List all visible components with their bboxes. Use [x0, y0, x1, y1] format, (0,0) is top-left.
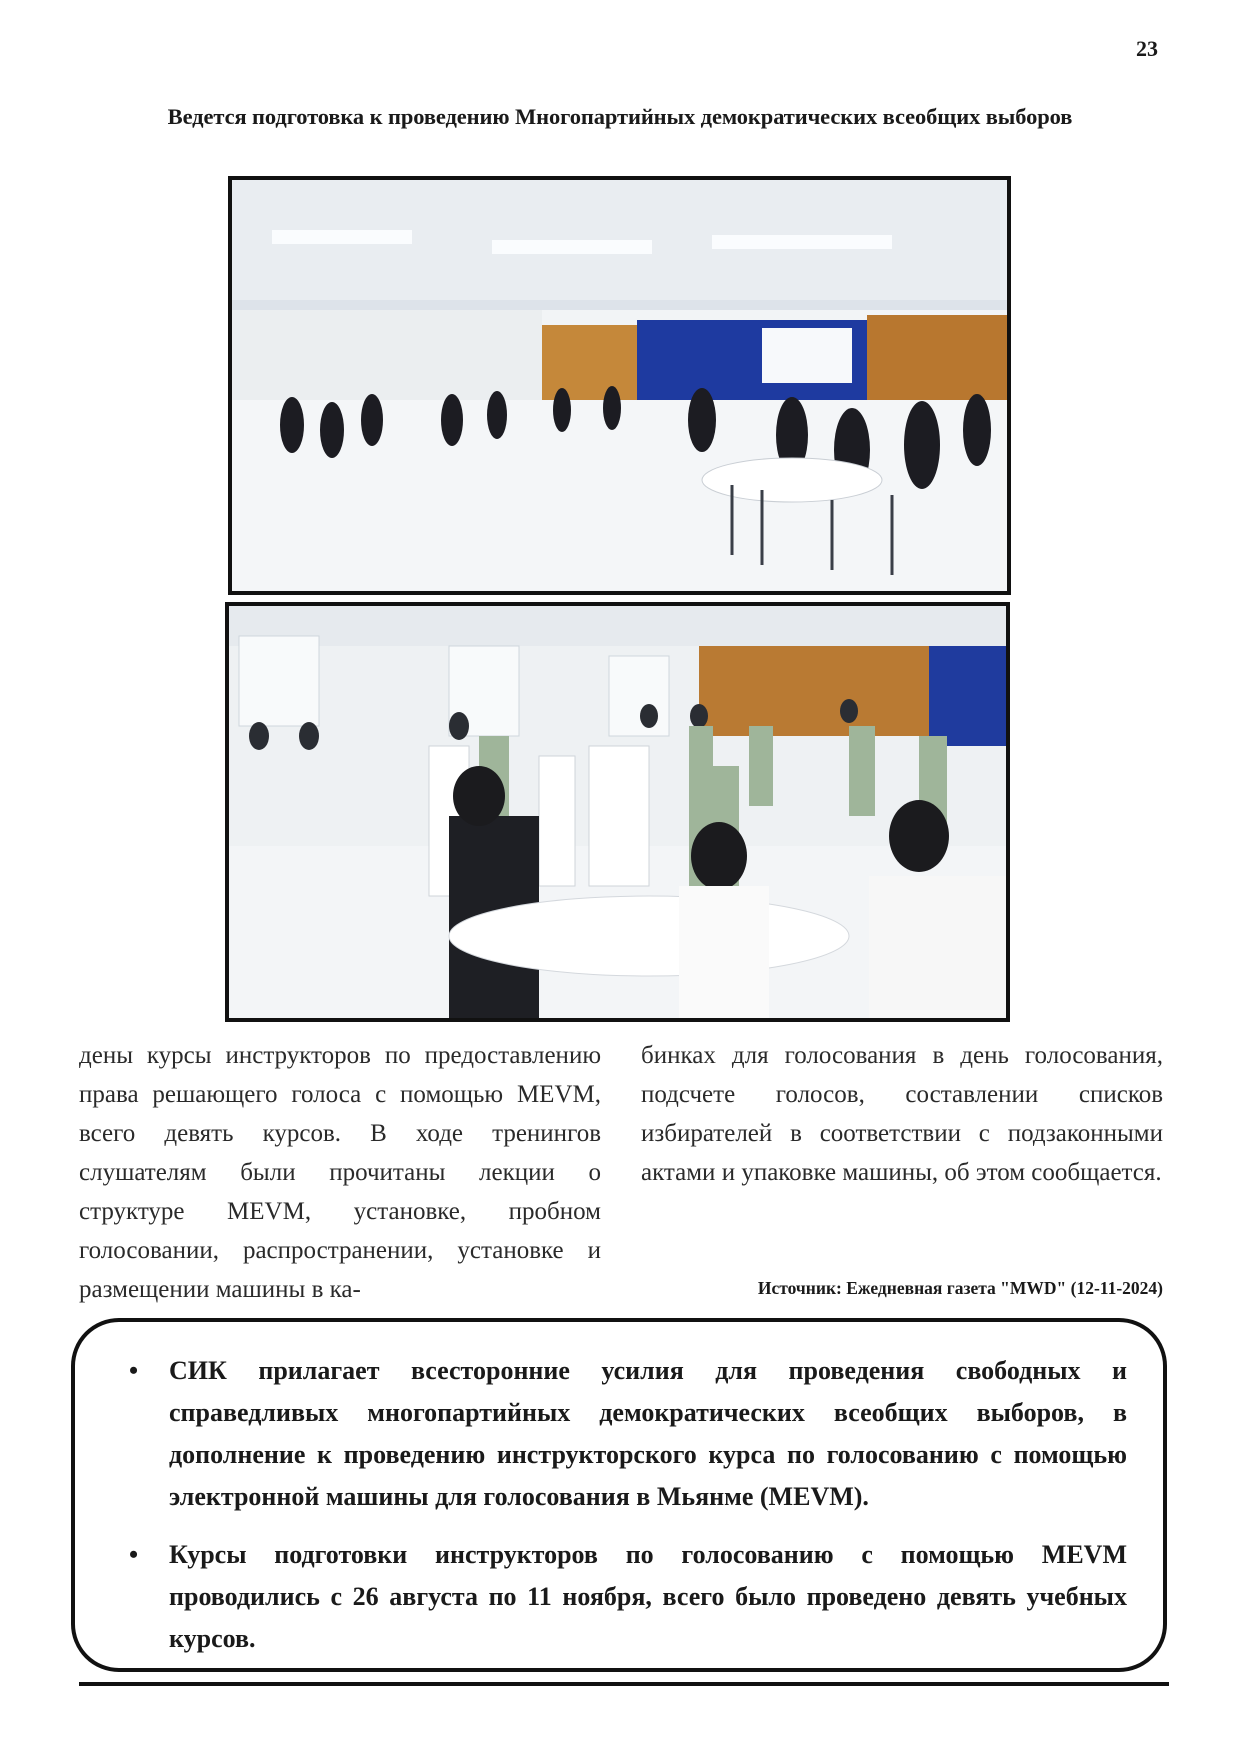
training-participants-photo-icon	[229, 606, 1006, 1018]
summary-item: • СИК прилагает всесторонние усилия для проведения свободных и справедливых многопартийных демократических всеобщих выборов, в дополнение к проведению инструкторского курса по голосованию с помощью электронной машины для голосования в Мьянме (MEVM).	[129, 1350, 1127, 1518]
summary-item: • Курсы подготовки инструкторов по голосованию с помощью MEVM проводились с 26 августа по 11 ноября, всего было проведено девять учебных курсов.	[129, 1534, 1127, 1660]
article-source: Источник: Ежедневная газета "MWD" (12-11-2024)	[757, 1278, 1163, 1298]
photo-bottom	[225, 602, 1010, 1022]
footer-rule	[79, 1682, 1169, 1686]
photo-top	[228, 176, 1011, 595]
summary-list	[129, 1350, 1127, 1660]
conference-hall-photo-icon	[232, 180, 1007, 591]
page-title: Ведется подготовка к проведению Многопартийных демократических всеобщих выборов	[167, 104, 1073, 129]
summary-box	[71, 1318, 1167, 1672]
article-column-left: дены курсы инструкторов по предоставлению права решающего голоса с помощью MEVM, всего девять курсов. В ходе тренингов слушателям были прочитаны лекции о структуре MEVM, установке, пробном голосовании, распространении, установке и размещении машины в ка-	[79, 1042, 601, 1303]
article-column-right: бинках для голосования в день голосования, подсчете голосов, составлении списков избирателей в соответствии с подзаконными актами и упаковке машины, об этом сообщается.	[641, 1042, 1163, 1186]
page-number: 23	[1136, 36, 1158, 61]
